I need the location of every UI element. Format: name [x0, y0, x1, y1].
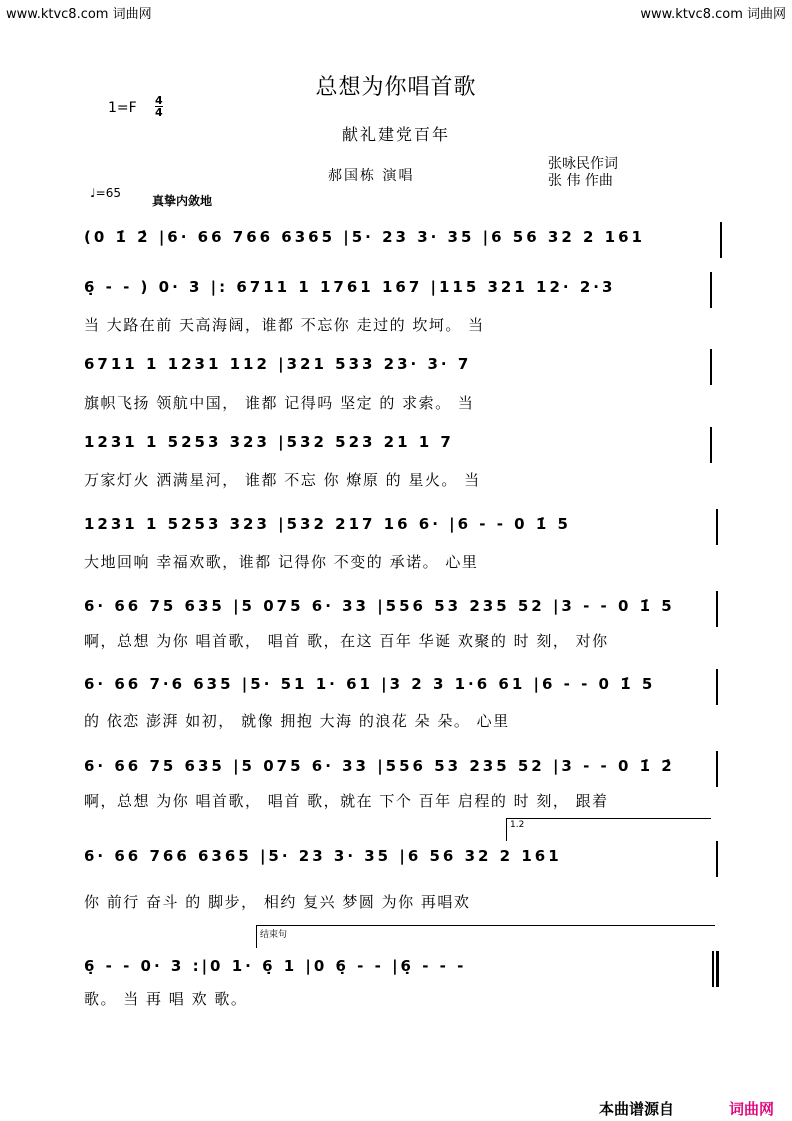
score-line-2: [84, 278, 724, 318]
score-notes: 6· 66 75 635 |5 075 6· 33 |556 53 235 52 |3 - - 0 1̇ 5: [84, 597, 675, 615]
lyric-line: 万家灯火 洒满星河， 谁都 不忘 你 燎原 的 星火。 当: [84, 471, 481, 489]
end-barline: [710, 349, 712, 385]
score-notes: 1231 1 5253 323 |532 523 21 1 7: [84, 433, 454, 451]
key-signature: 1=F: [108, 100, 137, 116]
score-notes: 6· 66 75 635 |5 075 6· 33 |556 53 235 52 |3 - - 0 1̇ 2̇: [84, 757, 675, 775]
lyric-line: 你 前行 奋斗 的 脚步， 相约 复兴 梦圆 为你 再唱欢: [84, 893, 471, 911]
watermark-left: www.ktvc8.com 词曲网: [6, 7, 152, 22]
end-barline: [710, 272, 712, 308]
score-line-9: [84, 847, 724, 887]
score-notes: 6711 1 1231 112 |321 533 23· 3· 7: [84, 355, 472, 373]
final-barline-thin: [712, 951, 714, 987]
expression-marking: 真挚内敛地: [152, 194, 213, 208]
coda-label: 结束句: [260, 930, 288, 940]
watermark-right: www.ktvc8.com 词曲网: [640, 7, 786, 22]
score-notes: 6· 66 7·6 635 |5· 51 1· 61 |3 2 3 1·6 61 |6 - - 0 1̇ 5: [84, 675, 656, 693]
score-notes: 6̣ - - 0· 3 :|0 1· 6̣ 1 |0 6̣ - - |6̣ - - -: [84, 957, 467, 975]
coda-bracket: [256, 925, 715, 948]
lyric-line: 的 依恋 澎湃 如初， 就像 拥抱 大海 的浪花 朵 朵。 心里: [84, 712, 510, 730]
time-signature: [155, 95, 163, 118]
end-barline: [716, 591, 718, 627]
time-signature-top: 4: [155, 94, 163, 107]
singer-credit: 郝国栋 演唱: [328, 168, 415, 184]
end-barline: [716, 669, 718, 705]
footer-source: 本曲谱源自: [598, 1100, 674, 1118]
score-line-4: [84, 433, 724, 473]
lyricist-credit: 张咏民作词: [548, 156, 618, 172]
score-line-5: [84, 515, 724, 555]
lyric-line: 歌。 当 再 唱 欢 歌。: [84, 990, 248, 1008]
tempo-marking: ♩=65: [90, 186, 121, 200]
final-barline-thick: [716, 951, 719, 987]
song-title: 总想为你唱首歌: [315, 75, 477, 100]
lyric-line: 旗帜飞扬 领航中国， 谁都 记得吗 坚定 的 求索。 当: [84, 394, 475, 412]
lyric-line: 当 大路在前 天高海阔，谁都 不忘你 走过的 坎坷。 当: [84, 316, 485, 334]
time-signature-bottom: 4: [155, 106, 163, 119]
score-notes: 1231 1 5253 323 |532 217 16 6· |6 - - 0 1̇ 5: [84, 515, 571, 533]
composer-credit: 张 伟 作曲: [548, 173, 613, 189]
end-barline: [710, 427, 712, 463]
end-barline: [716, 751, 718, 787]
subtitle: 献礼建党百年: [341, 125, 450, 144]
volta-bracket: [506, 818, 711, 841]
end-barline: [716, 509, 718, 545]
end-barline: [720, 222, 722, 258]
end-barline: [716, 841, 718, 877]
score-line-7: [84, 675, 724, 715]
lyric-line: 啊，总想 为你 唱首歌， 唱首 歌，就在 下个 百年 启程的 时 刻， 跟着: [84, 792, 609, 810]
score-notes: 6· 66 766 6365 |5· 23 3· 35 |6 56 32 2 161: [84, 847, 562, 865]
volta-label: 1.2: [510, 820, 525, 830]
score-notes: 6̣ - - ) 0· 3 |: 6711 1 1761 167 |115 321 12· 2·3: [84, 278, 616, 296]
footer-logo: 词曲网: [728, 1100, 774, 1118]
score-notes: (0 1̇ 2̇ |6· 66 766 6365 |5· 23 3· 35 |6 56 32 2 161: [84, 228, 645, 246]
lyric-line: 大地回响 幸福欢歌，谁都 记得你 不变的 承诺。 心里: [84, 553, 479, 571]
score-line-1: [84, 228, 724, 268]
lyric-line: 啊，总想 为你 唱首歌， 唱首 歌，在这 百年 华诞 欢聚的 时 刻， 对你: [84, 632, 609, 650]
score-line-3: [84, 355, 724, 395]
